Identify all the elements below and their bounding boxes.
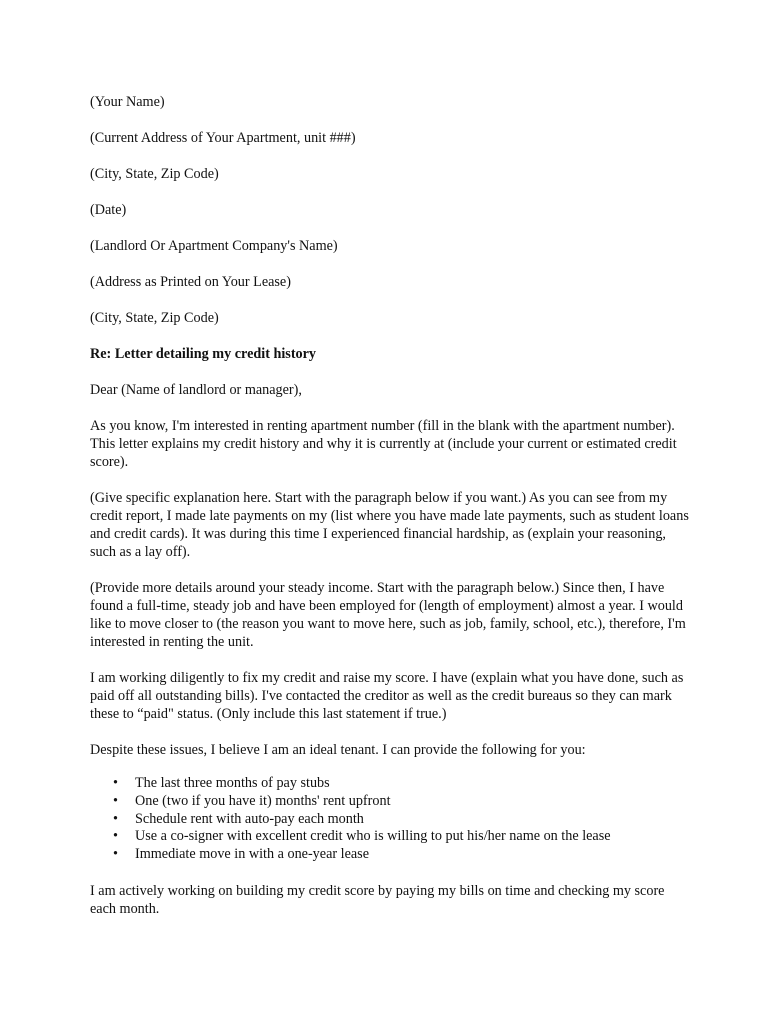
subject-line: Re: Letter detailing my credit history (90, 346, 317, 362)
list-item (90, 793, 690, 811)
paragraph-ideal-tenant: Despite these issues, I believe I am an ideal tenant. I can provide the following for you: (90, 742, 586, 758)
sender-address: (Current Address of Your Apartment, unit ###) (90, 130, 356, 146)
bullet-icon: • (113, 792, 118, 809)
salutation: Dear (Name of landlord or manager), (90, 382, 302, 398)
list-item-text: Schedule rent with auto-pay each month (135, 810, 364, 827)
list-item-text: The last three months of pay stubs (135, 775, 330, 791)
paragraph-closing: I am actively working on building my credit score by paying my bills on time and checking my score each month. (90, 882, 665, 917)
offer-list (90, 775, 690, 864)
paragraph-explanation: (Give specific explanation here. Start with the paragraph below if you want.) As you can see from my credit report, I made late payments on my (list where you have made late payments, such as student loans and credit cards). It was during this time I experienced financial hardship, as (explain your reasoning, such as a lay off). (90, 490, 689, 560)
paragraph-intro: As you know, I'm interested in renting apartment number (fill in the blank with the apartment number). This letter explains my credit history and why it is currently at (include your current or estimated credit score). (90, 418, 677, 470)
list-item-text: Immediate move in with a one-year lease (135, 846, 369, 863)
bullet-icon: • (113, 775, 118, 791)
paragraph-credit-repair: I am working diligently to fix my credit and raise my score. I have (explain what you have done, such as paid off all outstanding bills). I've contacted the creditor as well as the credit bureaus so they can mark these to “paid" status. (Only include this last statement if true.) (90, 670, 684, 722)
list-item (90, 811, 690, 829)
list-item-text: One (two if you have it) months' rent upfront (135, 792, 391, 809)
bullet-icon: • (113, 828, 118, 845)
list-item-text: Use a co-signer with excellent credit who is willing to put his/her name on the lease (135, 828, 611, 845)
recipient-city-state-zip: (City, State, Zip Code) (90, 310, 219, 326)
bullet-icon: • (113, 810, 118, 827)
list-item (90, 775, 690, 793)
letter-document (90, 93, 690, 936)
list-item (90, 828, 690, 846)
bullet-icon: • (113, 846, 118, 863)
letter-date: (Date) (90, 202, 127, 218)
list-item (90, 846, 690, 864)
recipient-name: (Landlord Or Apartment Company's Name) (90, 238, 338, 254)
paragraph-income: (Provide more details around your steady income. Start with the paragraph below.) Since then, I have found a full-time, steady job and have been employed for (length of employment) almost a year. I would like to move closer to (the reason you want to move here, such as job, family, school, etc.), therefore, I'm interested in renting the unit. (90, 580, 686, 650)
sender-city-state-zip: (City, State, Zip Code) (90, 166, 219, 182)
recipient-address: (Address as Printed on Your Lease) (90, 274, 291, 290)
sender-name: (Your Name) (90, 94, 165, 110)
